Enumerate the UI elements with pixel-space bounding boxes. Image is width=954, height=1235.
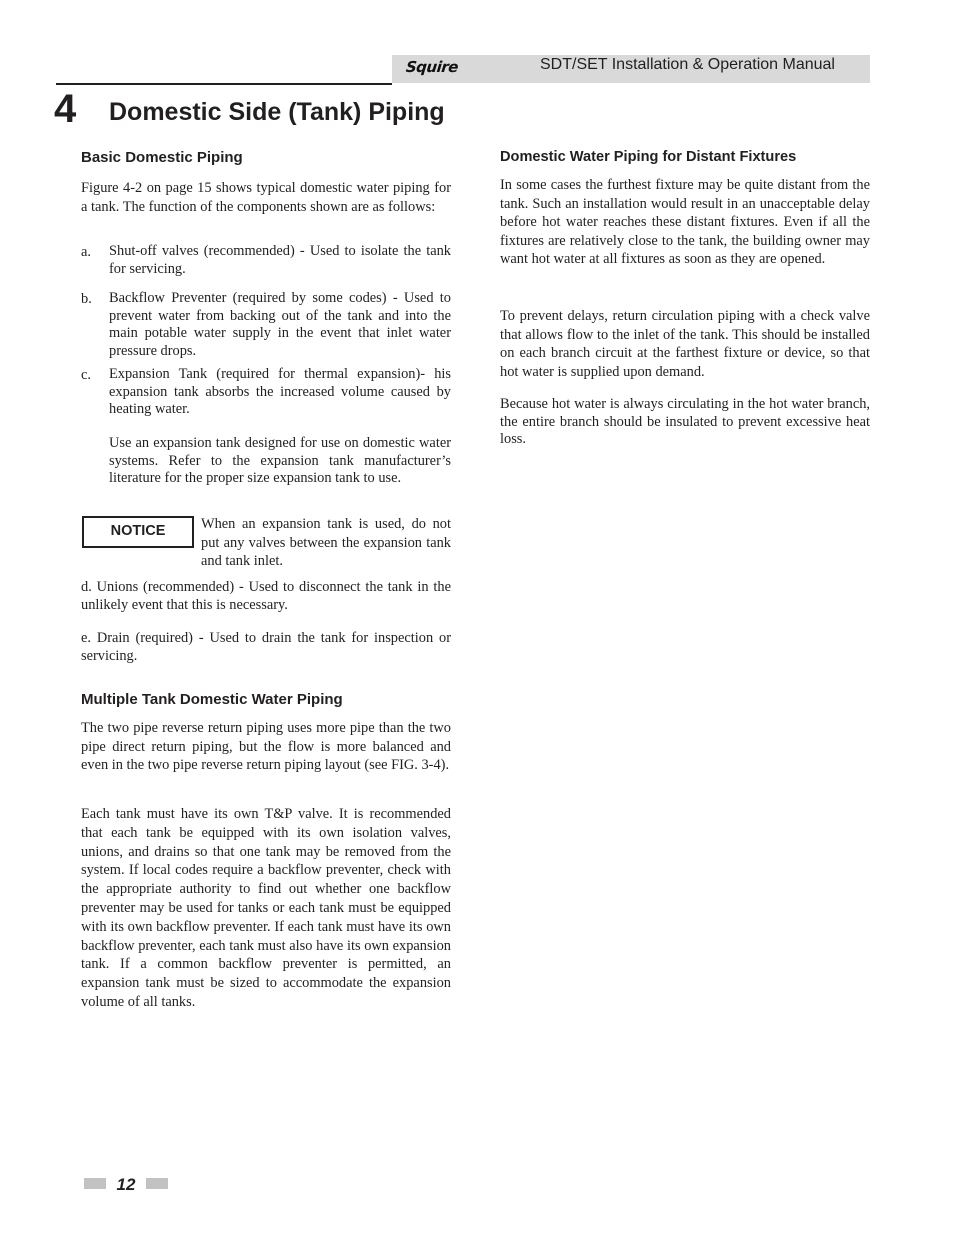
list-item-d: d. Unions (recommended) - Used to disconnect the tank in the unlikely event that this is necessary. (81, 579, 451, 613)
list-item-e: e. Drain (required) - Used to drain the tank for inspection or servicing. (81, 630, 451, 664)
list-item-a (81, 243, 451, 278)
manual-title: SDT/SET Installation & Operation Manual (540, 56, 835, 73)
notice-text: When an expansion tank is used, do not put any valves between the expansion tank and tank inlet. (201, 516, 451, 570)
expansion-tank-guidance: Use an expansion tank designed for use on domestic water systems. Refer to the expansion tank manufacturer’s literature for the proper size expansion tank to use. (109, 435, 451, 486)
distant-paragraph-1: In some cases the furthest fixture may be quite distant from the tank. Such an installation would result in an unacceptable delay before hot water reaches these distant fixtures. Even if all the fixtures are relatively close to the tank, the building owner may want hot water at all fixtures as soon as they are opened. (500, 177, 870, 268)
distant-paragraph-3: Because hot water is always circulating in the hot water branch, the entire branch should be insulated to prevent excessive heat loss. (500, 396, 870, 447)
list-item-b (81, 290, 451, 360)
page-number: 12 (116, 1175, 136, 1194)
heading-distant-fixtures: Domestic Water Piping for Distant Fixtures (500, 149, 797, 165)
basic-intro: Figure 4-2 on page 15 shows typical domestic water piping for a tank. The function of the components shown are as follows: (81, 180, 451, 215)
notice-badge (82, 516, 194, 548)
list-item-label: a. (81, 244, 91, 260)
notice-label: NOTICE (110, 523, 166, 539)
heading-basic-domestic-piping: Basic Domestic Piping (81, 149, 243, 166)
chapter-number: 4 (54, 87, 77, 131)
list-item-label: b. (81, 291, 92, 307)
list-item-text: Shut-off valves (recommended) - Used to isolate the tank for servicing. (109, 243, 451, 277)
list-item-label: c. (81, 367, 91, 383)
list-item-c (81, 366, 451, 419)
chapter-title: Domestic Side (Tank) Piping (109, 98, 445, 126)
distant-paragraph-2: To prevent delays, return circulation piping with a check valve that allows flow to the inlet of the tank. This should be installed on each branch circuit at the farthest fixture or device, so that hot water is supplied upon demand. (500, 308, 870, 380)
list-item-text: Expansion Tank (required for thermal expansion)- his expansion tank absorbs the increased volume caused by heating water. (109, 366, 451, 417)
page-number-bar-left (84, 1178, 106, 1189)
header-rule (56, 83, 392, 85)
list-item-text: Backflow Preventer (required by some codes) - Used to prevent water from backing out of the tank and into the main potable water supply in the event that inlet water pressure drops. (109, 290, 451, 359)
multiple-paragraph-2: Each tank must have its own T&P valve. It is recommended that each tank be equipped with its own isolation valves, unions, and drains so that one tank may be removed from the system. If local codes require a backflow preventer, check with the appropriate authority to find out whether one backflow preventer may be used for tanks or each tank must be equipped with its own backflow preventer. If each tank must have its own backflow preventer, each tank must also have its own expansion tank. If a common backflow preventer is permitted, an expansion tank must be sized to accommodate the expansion volume of all tanks. (81, 806, 451, 1010)
logo-wordmark: Squire (405, 58, 459, 76)
multiple-paragraph-1: The two pipe reverse return piping uses more pipe than the two pipe direct return piping, but the flow is more balanced and even in the two pipe reverse return piping layout (see FIG. 3-4). (81, 720, 451, 774)
heading-multiple-tank-piping: Multiple Tank Domestic Water Piping (81, 691, 343, 708)
page-number-bar-right (146, 1178, 168, 1189)
list-item-c-continued (81, 435, 451, 488)
squire-logo (406, 58, 480, 82)
